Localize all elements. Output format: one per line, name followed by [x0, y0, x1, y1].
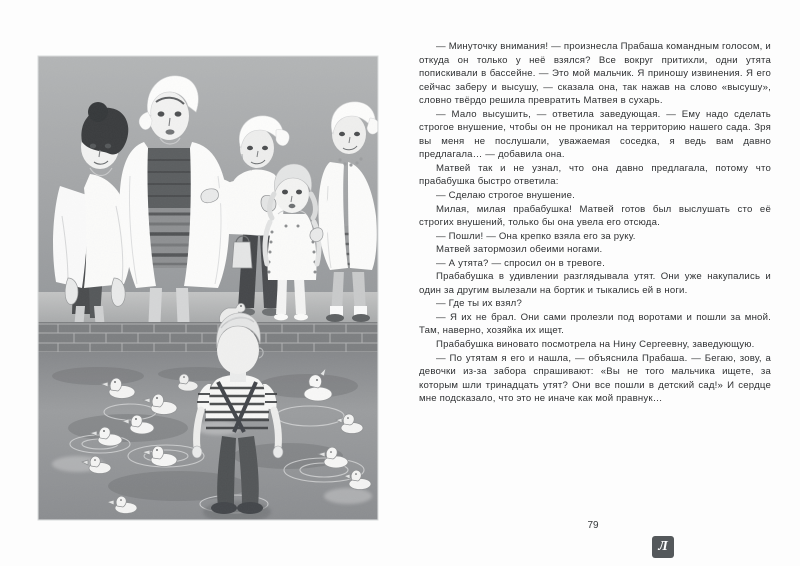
paragraph: — По утятам я его и нашла, — объяснила Прабаша. — Бегаю, зову, а девочки из-за забора спрашивают: «Вы не того мальчика ищете, за которым шли тринадцать утят? Они все пошли в детский сад!» И сердце мне подсказало, что это не иначе как мой правнук…	[419, 352, 771, 405]
paragraph: — А утята? — спросил он в тревоге.	[436, 257, 605, 269]
paragraph: Милая, милая прабабушка! Матвей готов был выслушать сто её строгих внушений, только бы она увела его отсюда.	[419, 203, 771, 229]
paragraph: Прабабушка виновато посмотрела на Нину Сергеевну, заведующую.	[436, 339, 755, 351]
paragraph: — Мало высушить, — ответила заведующая. — Ему надо сделать строгое внушение, чтобы он не проникал на территорию нашего сада. Зря вы меня не послушали, уважаемая соседка, я ведь вам давно предлагала… — добавила она.	[419, 108, 771, 161]
watermark-letter: Л	[658, 539, 668, 554]
page-number-value: 79	[587, 520, 599, 531]
paragraph: Прабабушка в удивлении разглядывала утят. Они уже накупались и один за другим вылезали на бортик и тыкались ей в ноги.	[419, 271, 771, 296]
illustration	[38, 56, 378, 520]
paragraph: — Где ты их взял?	[436, 298, 522, 310]
illustration-artwork	[38, 56, 378, 520]
paragraph: — Я их не брал. Они сами пролезли под воротами и пошли за мной. Там, наверно, хозяйка их ищет.	[419, 311, 771, 337]
paragraph: Матвей затормозил обеими ногами.	[436, 244, 603, 256]
labirint-watermark-logo	[652, 536, 674, 558]
page-number	[0, 520, 800, 531]
paragraph: — Минуточку внимания! — произнесла Прабаша командным голосом, и откуда он только у неё взялся? Все вокруг притихли, одни утята попискивали в бассейне. — Это мой мальчик. Я приношу извинения. Я его сейчас заберу и высушу, — сказала она, так нажав на слово «высушу», словно твёрдо решила превратить Матвея в сухарь.	[419, 41, 771, 107]
paragraph: — Сделаю строгое внушение.	[436, 190, 575, 202]
body-text-column	[419, 40, 771, 406]
paragraph: — Пошли! — Она крепко взяла его за руку.	[436, 230, 636, 242]
paragraph: Матвей так и не узнал, что она давно предлагала, потому что прабабушка быстро ответила:	[419, 162, 771, 188]
